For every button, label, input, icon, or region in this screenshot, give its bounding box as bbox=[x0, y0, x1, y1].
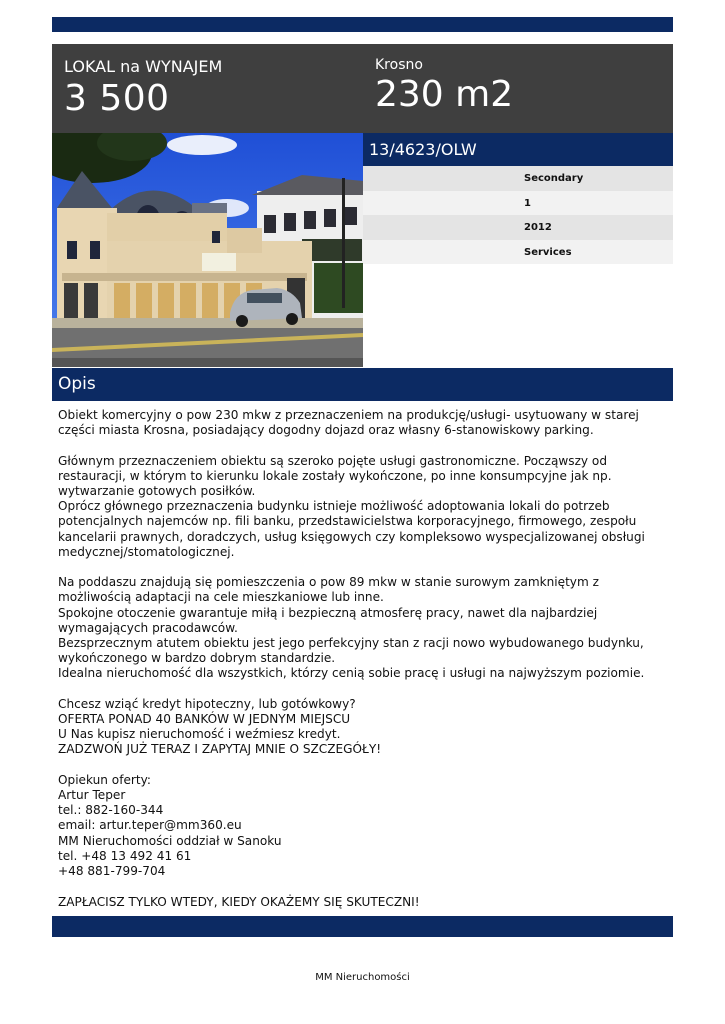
description-line bbox=[58, 438, 670, 453]
description-line: ZADZWOŃ JUŻ TERAZ I ZAPYTAJ MNIE O SZCZEGÓŁY! bbox=[58, 742, 382, 757]
section-title: Opis bbox=[52, 368, 673, 401]
description-line: Na poddaszu znajdują się pomieszczenia o pow 89 mkw w stanie surowym zamkniętym z możliwością adaptacji na cele mieszkaniowe lub inne. bbox=[58, 575, 599, 605]
description-line: email: artur.teper@mm360.eu bbox=[58, 818, 242, 833]
description-line bbox=[58, 560, 670, 575]
property-photo bbox=[52, 133, 363, 367]
description-line: Spokojne otoczenie gwarantuje miłą i bezpieczną atmosferę pracy, nawet dla najbardziej wymagających pracodawców. bbox=[58, 605, 598, 635]
detail-row-purpose bbox=[363, 240, 673, 265]
detail-row-year bbox=[363, 215, 673, 240]
listing-city: Krosno bbox=[375, 57, 423, 73]
description-line: OFERTA PONAD 40 BANKÓW W JEDNYM MIEJSCU bbox=[58, 712, 351, 727]
description-line bbox=[58, 758, 670, 773]
offer-reference: 13/4623/OLW bbox=[363, 133, 673, 166]
description-line: tel. +48 13 492 41 61 bbox=[58, 848, 192, 863]
description-line: +48 881-799-704 bbox=[58, 864, 166, 879]
detail-row-market bbox=[363, 166, 673, 191]
top-bar bbox=[52, 17, 673, 32]
listing-price: 3 500 bbox=[64, 78, 170, 119]
description-line: U Nas kupisz nieruchomość i weźmiesz kredyt. bbox=[58, 727, 341, 742]
detail-value: Services bbox=[524, 246, 572, 258]
description-line: ZAPŁACISZ TYLKO WTEDY, KIEDY OKAŻEMY SIĘ SKUTECZNI! bbox=[58, 894, 420, 909]
listing-header bbox=[52, 44, 673, 133]
detail-value: 1 bbox=[524, 197, 531, 209]
footer-company: MM Nieruchomości bbox=[315, 972, 410, 983]
description-line: Chcesz wziąć kredyt hipoteczny, lub gotówkowy? bbox=[58, 696, 356, 711]
details-table bbox=[363, 166, 673, 264]
description-line: Idealna nieruchomość dla wszystkich, którzy cenią sobie pracę i usługi na najwyższym poziomie. bbox=[58, 666, 645, 681]
description-line: MM Nieruchomości oddział w Sanoku bbox=[58, 833, 282, 848]
description bbox=[58, 408, 670, 910]
bottom-bar bbox=[52, 916, 673, 937]
description-line: Opiekun oferty: bbox=[58, 772, 151, 787]
listing-type: LOKAL na WYNAJEM bbox=[64, 57, 223, 76]
description-line: Bezsprzecznym atutem obiektu jest jego perfekcyjny stan z racji nowo wybudowanego budynku, wykończonego w bardzo dobrym standardzie. bbox=[58, 636, 644, 666]
description-line: Artur Teper bbox=[58, 788, 126, 803]
description-line bbox=[58, 879, 670, 894]
detail-row-floor bbox=[363, 191, 673, 216]
description-line: Obiekt komercyjny o pow 230 mkw z przeznaczeniem na produkcję/usługi- usytuowany w starej części miasta Krosna, posiadający dogodny dojazd oraz własny 6-stanowiskowy parking. bbox=[58, 408, 639, 438]
listing-area: 230 m2 bbox=[375, 74, 514, 115]
detail-value: 2012 bbox=[524, 222, 552, 233]
description-line: Głównym przeznaczeniem obiektu są szeroko pojęte usługi gastronomiczne. Począwszy od restauracji, w którym to kierunku lokale zostały wykończone, po inne konsumpcyjne jak np. wytwarzanie gotowych posiłków. bbox=[58, 453, 612, 499]
description-line bbox=[58, 682, 670, 697]
description-line: Oprócz głównego przeznaczenia budynku istnieje możliwość adoptowania lokali do potrzeb potencjalnych najemców np. fili banku, przedstawicielstwa korporacyjnego, firmowego, zespołu kancelarii prawnych, doradczych, usług księgowych czy kompleksowo wyspecjalizowanej obsługi medycznej/stomatologicznej. bbox=[58, 499, 645, 559]
description-line: tel.: 882-160-344 bbox=[58, 803, 164, 818]
detail-value: Secondary bbox=[524, 173, 584, 184]
